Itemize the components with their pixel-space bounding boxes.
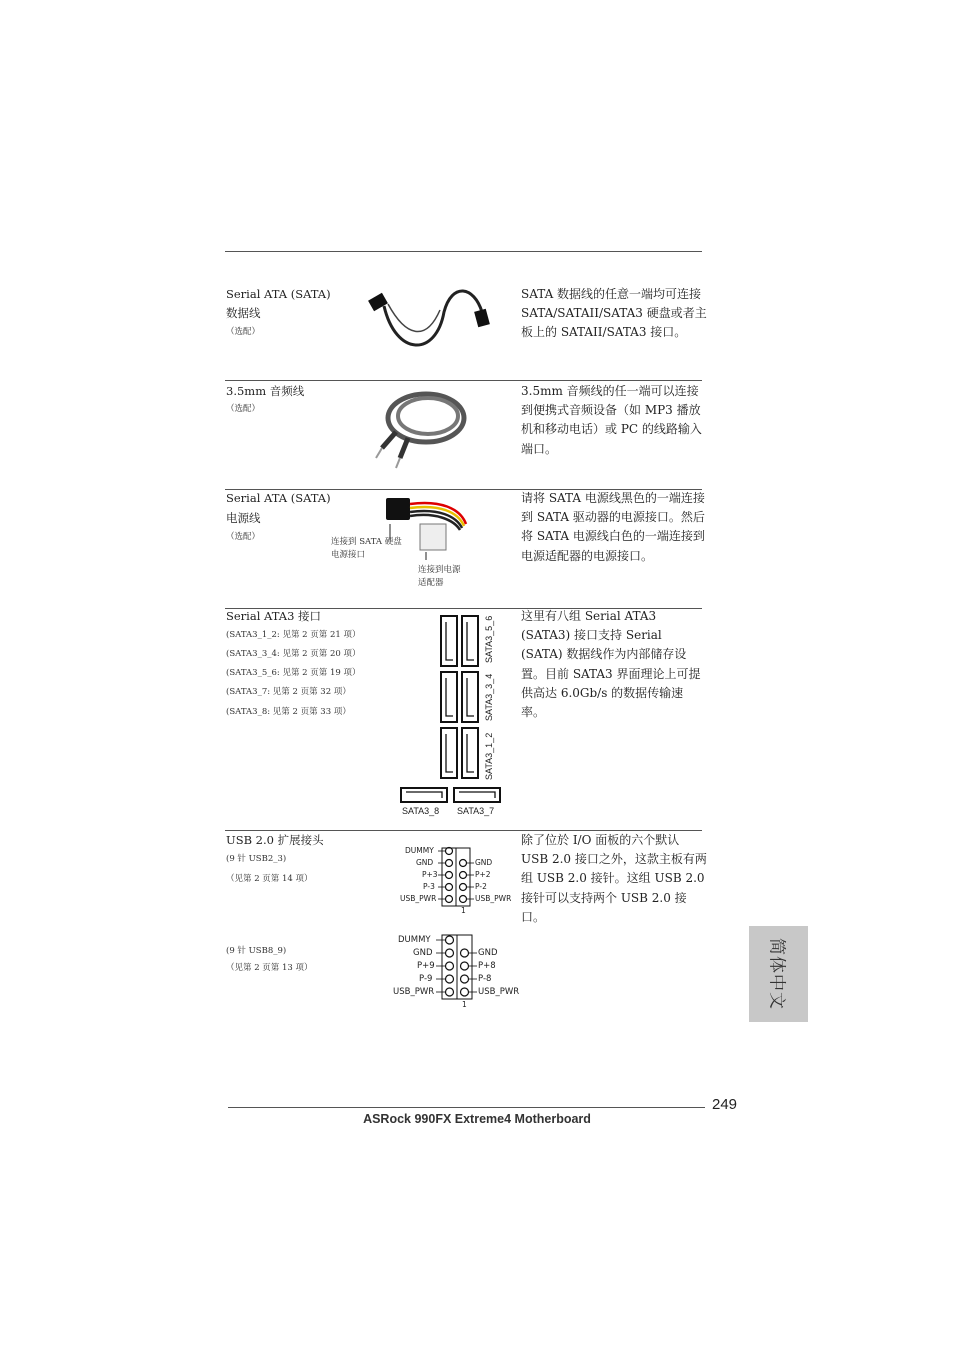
- pin-right: USB_PWR: [478, 987, 520, 997]
- item-note: （选配）: [226, 532, 261, 542]
- pin-left: P+9: [417, 961, 435, 971]
- item-description: 这里有八组 Serial ATA3 (SATA3) 接口支持 Serial (SATA) 数据线作为内部储存设置。目前 SATA3 界面理论上可提供高达 6.0Gb/s 的数据传输速率。: [521, 609, 701, 720]
- label-sata3-1-2: SATA3_1_2: [484, 732, 494, 780]
- pin-one-label: 1: [461, 906, 466, 915]
- item-title: 3.5mm 音频线: [226, 384, 305, 398]
- ref-sata3-7: (SATA3_7: 见第 2 页第 32 项）: [226, 687, 351, 697]
- page-number: 249: [712, 1096, 738, 1113]
- label-sata3-3-4: SATA3_3_4: [484, 673, 494, 721]
- callout-hdd-line1: 连接到 SATA 硬盘: [331, 537, 402, 547]
- callout-hdd-line2: 电源接口: [331, 550, 366, 560]
- sata-cable-image: [366, 282, 506, 346]
- pin-right: GND: [478, 948, 498, 958]
- language-tab-label: 简体中文: [766, 938, 786, 1010]
- pin-left: GND: [416, 858, 434, 867]
- usb-header-1-diagram: [438, 846, 478, 910]
- pin-one-label: 1: [462, 1000, 467, 1009]
- item-subtitle: 电源线: [226, 511, 261, 525]
- pin-right: P+2: [475, 870, 491, 879]
- item-subtitle: 数据线: [226, 306, 261, 320]
- pin-right: P+8: [478, 961, 496, 971]
- item-description: 除了位於 I/O 面板的六个默认 USB 2.0 接口之外，这款主板有两组 USB 2.0 接针。这组 USB 2.0 接针可以支持两个 USB 2.0 接口。: [521, 833, 707, 924]
- item-title: Serial ATA (SATA): [226, 287, 331, 301]
- pin-right: GND: [475, 858, 493, 867]
- pin-left: USB_PWR: [393, 987, 435, 997]
- label-sata3-8: SATA3_8: [402, 806, 440, 816]
- audio-cable-image: [370, 388, 470, 470]
- label-sata3-7: SATA3_7: [457, 806, 495, 816]
- item-description: 3.5mm 音频线的任一端可以连接到便携式音频设备（如 MP3 播放机和移动电话）或 PC 的线路输入端口。: [521, 384, 702, 456]
- item-note: （选配）: [226, 327, 261, 337]
- item-description: 请将 SATA 电源线黑色的一端连接到 SATA 驱动器的电源接口。然后将 SATA 电源线白色的一端连接到电源适配器的电源接口。: [521, 491, 705, 563]
- ref-usb8-9: (9 针 USB8_9): [226, 946, 287, 956]
- item-title: Serial ATA3 接口: [226, 609, 322, 623]
- footer-title: ASRock 990FX Extreme4 Motherboard: [363, 1112, 591, 1126]
- language-tab: [749, 926, 808, 1022]
- pin-left: DUMMY: [405, 846, 434, 855]
- callout-psu-line1: 连接到电源: [418, 565, 461, 575]
- pin-left: GND: [413, 948, 433, 958]
- label-sata3-5-6: SATA3_5_6: [484, 615, 494, 663]
- ref-sata3-5-6: (SATA3_5_6: 见第 2 页第 19 项）: [226, 668, 361, 678]
- item-description: SATA 数据线的任意一端均可连接 SATA/SATAII/SATA3 硬盘或者主板上的 SATAII/SATA3 接口。: [521, 287, 707, 340]
- footer-rule: [228, 1107, 705, 1108]
- callout-psu-line2: 适配器: [418, 578, 444, 588]
- item-note: （选配）: [226, 404, 261, 414]
- divider: [225, 380, 702, 381]
- ref-sata3-1-2: (SATA3_1_2: 见第 2 页第 21 项）: [226, 630, 361, 640]
- pin-left: DUMMY: [398, 935, 431, 945]
- pin-left: P+3: [422, 870, 438, 879]
- pin-right: P-2: [475, 882, 487, 891]
- ref-usb2-3: (9 针 USB2_3): [226, 854, 287, 864]
- ref-sata3-3-4: (SATA3_3_4: 见第 2 页第 20 项）: [226, 649, 361, 659]
- pin-left: P-9: [419, 974, 433, 984]
- top-rule: [225, 251, 702, 252]
- ref-sata3-8: (SATA3_8: 见第 2 页第 33 项）: [226, 707, 351, 717]
- ref-usb2-3-page: （见第 2 页第 14 项）: [226, 874, 313, 884]
- pin-right: USB_PWR: [475, 894, 512, 903]
- pin-right: P-8: [478, 974, 492, 984]
- pin-left: USB_PWR: [400, 894, 437, 903]
- pin-left: P-3: [423, 882, 435, 891]
- item-title: Serial ATA (SATA): [226, 491, 331, 505]
- usb-header-2-diagram: [438, 933, 478, 1003]
- item-title: USB 2.0 扩展接头: [226, 833, 324, 847]
- ref-usb8-9-page: （见第 2 页第 13 项）: [226, 963, 313, 973]
